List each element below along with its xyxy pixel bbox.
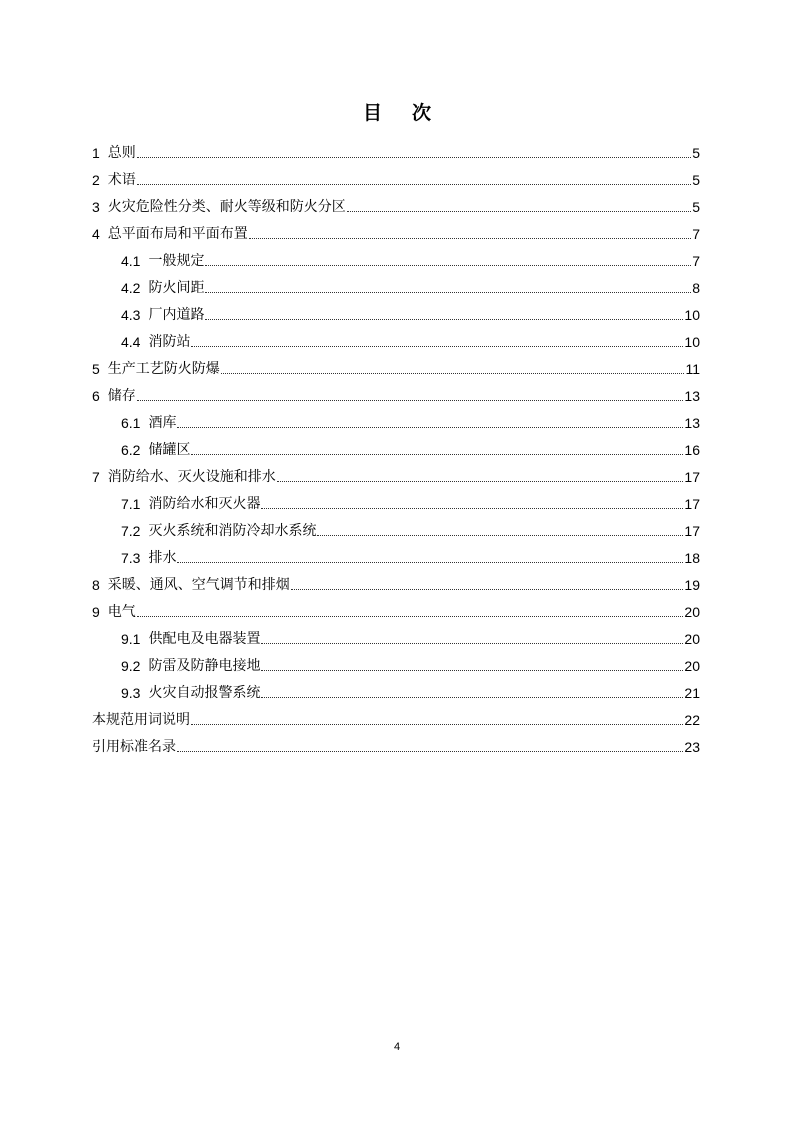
dot-leader (317, 534, 683, 536)
dot-leader (277, 480, 684, 482)
toc-entry[interactable] (92, 271, 700, 298)
toc-entry-number: 6.2 (121, 442, 141, 458)
toc-entry[interactable] (92, 649, 700, 676)
toc-entry-number: 6.1 (121, 415, 141, 431)
toc-entry[interactable] (92, 244, 700, 271)
toc-entry-page: 7 (692, 226, 700, 242)
toc-entry-label: 总平面布局和平面布置 (107, 226, 248, 242)
dot-leader (205, 264, 691, 266)
toc-entry[interactable] (92, 676, 700, 703)
toc-entry-label: 防雷及防静电接地 (148, 658, 261, 674)
toc-entry-label: 灭火系统和消防冷却水系统 (148, 523, 317, 539)
toc-entry-page: 7 (692, 253, 700, 269)
toc-entry-page: 23 (684, 739, 700, 755)
dot-leader (137, 156, 691, 158)
table-of-contents (92, 136, 700, 757)
toc-entry[interactable] (92, 595, 700, 622)
toc-entry[interactable] (92, 622, 700, 649)
toc-entry[interactable] (92, 514, 700, 541)
toc-entry-page: 11 (685, 361, 700, 377)
toc-entry-label: 排水 (148, 550, 177, 566)
toc-entry-page: 17 (684, 523, 700, 539)
toc-entry-label: 引用标准名录 (92, 739, 176, 755)
toc-entry-label: 生产工艺防火防爆 (107, 361, 220, 377)
toc-entry[interactable] (92, 703, 700, 730)
toc-entry-number: 5 (92, 361, 100, 377)
dot-leader (177, 426, 683, 428)
toc-entry[interactable] (92, 541, 700, 568)
toc-entry-number: 9 (92, 604, 100, 620)
toc-entry-number: 4.2 (121, 280, 141, 296)
toc-entry-number: 9.3 (121, 685, 141, 701)
page-number: 4 (393, 1041, 401, 1053)
toc-entry[interactable] (92, 568, 700, 595)
toc-entry-label: 消防站 (148, 334, 191, 350)
toc-entry-number: 9.2 (121, 658, 141, 674)
toc-entry-page: 18 (684, 550, 700, 566)
dot-leader (177, 750, 683, 752)
toc-entry[interactable] (92, 487, 700, 514)
toc-entry-label: 总则 (107, 145, 136, 161)
dot-leader (191, 723, 683, 725)
toc-entry[interactable] (92, 379, 700, 406)
toc-entry-label: 火灾自动报警系统 (148, 685, 261, 701)
title-char-1: 目 (362, 102, 382, 124)
toc-entry-label: 储罐区 (148, 442, 191, 458)
toc-entry[interactable] (92, 190, 700, 217)
toc-entry-page: 5 (692, 199, 700, 215)
toc-entry-page: 22 (684, 712, 700, 728)
toc-entry-page: 13 (684, 415, 700, 431)
toc-entry[interactable] (92, 298, 700, 325)
toc-entry-label: 本规范用词说明 (92, 712, 190, 728)
toc-entry-page: 16 (684, 442, 700, 458)
toc-entry-number: 1 (92, 145, 100, 161)
toc-entry-label: 术语 (107, 172, 136, 188)
toc-entry-page: 5 (692, 172, 700, 188)
toc-entry-number: 3 (92, 199, 100, 215)
toc-entry-label: 火灾危险性分类、耐火等级和防火分区 (107, 199, 346, 215)
toc-entry-page: 20 (684, 604, 700, 620)
toc-entry-page: 8 (692, 280, 700, 296)
toc-entry-number: 7.3 (121, 550, 141, 566)
toc-entry-number: 7.1 (121, 496, 141, 512)
toc-entry-label: 消防给水和灭火器 (148, 496, 261, 512)
toc-entry-page: 17 (684, 469, 700, 485)
toc-entry-label: 电气 (107, 604, 136, 620)
dot-leader (137, 183, 691, 185)
dot-leader (205, 291, 691, 293)
toc-entry[interactable] (92, 730, 700, 757)
toc-entry-number: 9.1 (121, 631, 141, 647)
toc-entry[interactable] (92, 217, 700, 244)
dot-leader (291, 588, 684, 590)
toc-entry-number: 2 (92, 172, 100, 188)
toc-entry-page: 20 (684, 658, 700, 674)
dot-leader (191, 453, 683, 455)
toc-entry-number: 4.1 (121, 253, 141, 269)
toc-entry-page: 20 (684, 631, 700, 647)
page-title (0, 98, 794, 125)
toc-entry-label: 防火间距 (148, 280, 205, 296)
toc-entry-label: 酒库 (148, 415, 177, 431)
toc-entry[interactable] (92, 460, 700, 487)
toc-entry-page: 10 (684, 334, 700, 350)
toc-entry-page: 19 (684, 577, 700, 593)
toc-entry-label: 一般规定 (148, 253, 205, 269)
toc-entry-label: 供配电及电器装置 (148, 631, 261, 647)
toc-entry-number: 7.2 (121, 523, 141, 539)
dot-leader (221, 372, 685, 374)
toc-entry-label: 厂内道路 (148, 307, 205, 323)
toc-entry-page: 5 (692, 145, 700, 161)
toc-entry-label: 消防给水、灭火设施和排水 (107, 469, 276, 485)
dot-leader (261, 642, 683, 644)
toc-entry-label: 储存 (107, 388, 136, 404)
toc-entry-page: 13 (684, 388, 700, 404)
dot-leader (137, 399, 684, 401)
toc-entry-number: 6 (92, 388, 100, 404)
toc-entry-page: 21 (684, 685, 700, 701)
toc-entry-page: 17 (684, 496, 700, 512)
dot-leader (347, 210, 691, 212)
dot-leader (137, 615, 684, 617)
toc-entry[interactable] (92, 352, 700, 379)
toc-entry[interactable] (92, 136, 700, 163)
toc-entry[interactable] (92, 325, 700, 352)
dot-leader (261, 507, 683, 509)
toc-entry-number: 7 (92, 469, 100, 485)
dot-leader (261, 696, 683, 698)
dot-leader (205, 318, 683, 320)
title-char-2: 次 (412, 102, 432, 124)
toc-entry[interactable] (92, 433, 700, 460)
toc-entry-label: 采暖、通风、空气调节和排烟 (107, 577, 290, 593)
toc-entry-page: 10 (684, 307, 700, 323)
dot-leader (177, 561, 683, 563)
toc-entry[interactable] (92, 163, 700, 190)
toc-entry-number: 4.3 (121, 307, 141, 323)
dot-leader (191, 345, 683, 347)
toc-entry[interactable] (92, 406, 700, 433)
dot-leader (249, 237, 691, 239)
toc-entry-number: 8 (92, 577, 100, 593)
toc-entry-number: 4.4 (121, 334, 141, 350)
dot-leader (261, 669, 683, 671)
toc-entry-number: 4 (92, 226, 100, 242)
